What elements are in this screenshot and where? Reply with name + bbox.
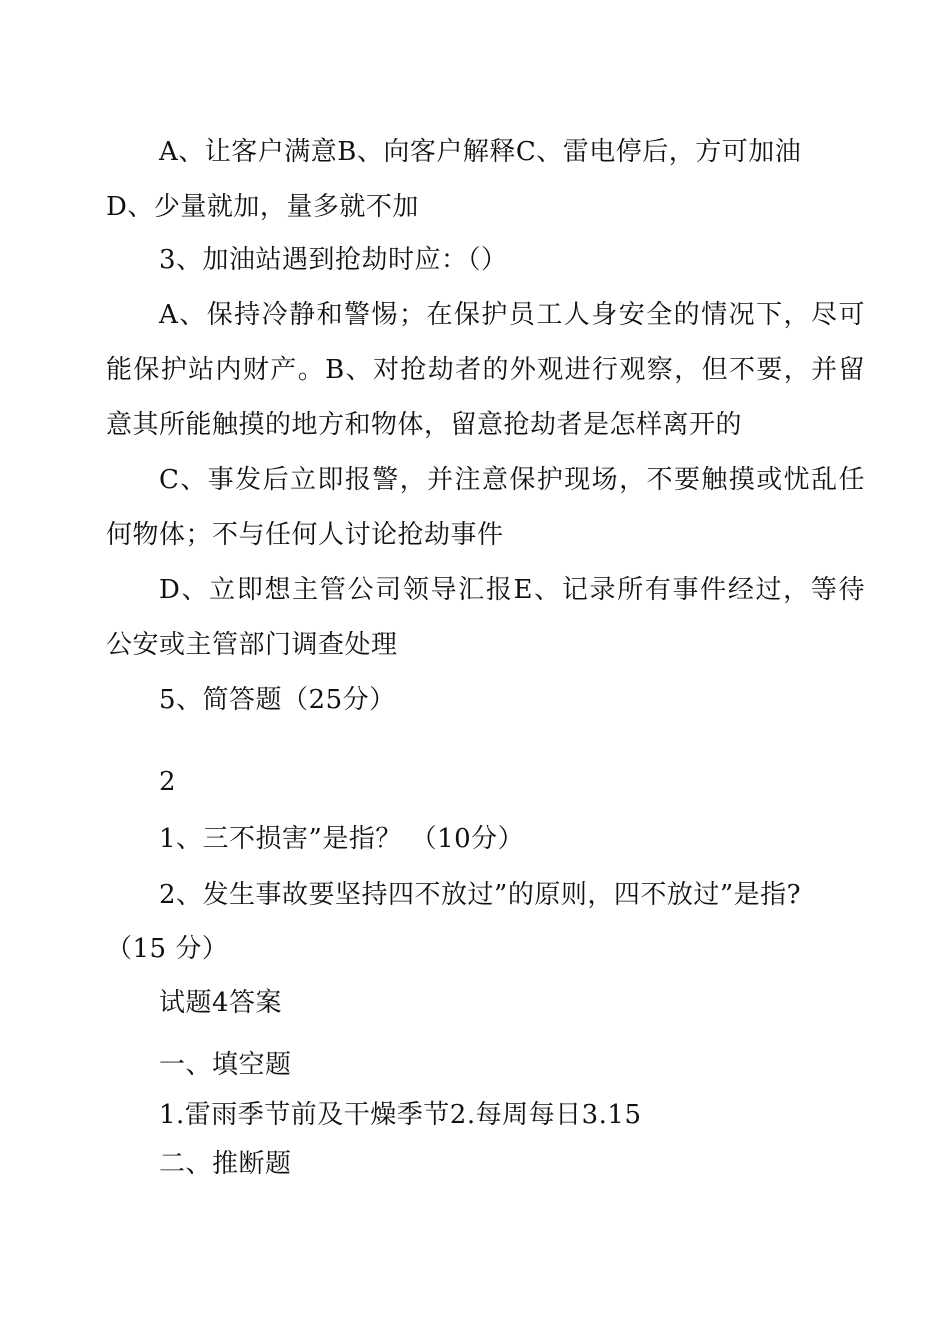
question-3: 3、加油站遇到抢劫时应：（） <box>159 245 508 275</box>
fill-in-answers: 1.雷雨季节前及干燥季节2.每周每日3.15 <box>159 1100 642 1130</box>
page-number: 2 <box>159 767 177 797</box>
option-b-line-end: 意其所能触摸的地方和物体，留意抢劫者是怎样离开的 <box>106 410 743 440</box>
option-a-line-2: 能保护站内财产。B、对抢劫者的外观进行观察，但不要，并留 <box>106 355 865 385</box>
option-c-line-2: 何物体；不与任何人讨论抢劫事件 <box>106 520 504 550</box>
option-line-d: D、少量就加，量多就不加 <box>106 192 419 222</box>
section-5-heading: 5、简答题（25分） <box>159 685 396 715</box>
option-c-line-1: C、事发后立即报警，并注意保护现场，不要触摸或忧乱任 <box>159 465 865 495</box>
option-d-e-line-1: D、立即想主管公司领导汇报E、记录所有事件经过，等待 <box>159 575 865 605</box>
answer-key-title: 试题4答案 <box>159 988 283 1018</box>
short-question-1: 1、三不损害”是指？ （10分） <box>159 824 525 854</box>
short-question-2: 2、发生事故要坚持四不放过”的原则，四不放过”是指? <box>159 880 802 910</box>
section-fill-in-heading: 一、填空题 <box>159 1050 292 1080</box>
option-a-line-1: A、保持冷静和警惕；在保护员工人身安全的情况下，尽可 <box>159 300 865 330</box>
short-question-2-score: （15 分） <box>106 934 229 964</box>
section-judgment-heading: 二、推断题 <box>159 1149 292 1179</box>
option-e-line-2: 公安或主管部门调查处理 <box>106 630 398 660</box>
option-line-a-b-c: A、让客户满意B、向客户解释C、雷电停后，方可加油 <box>159 137 802 167</box>
